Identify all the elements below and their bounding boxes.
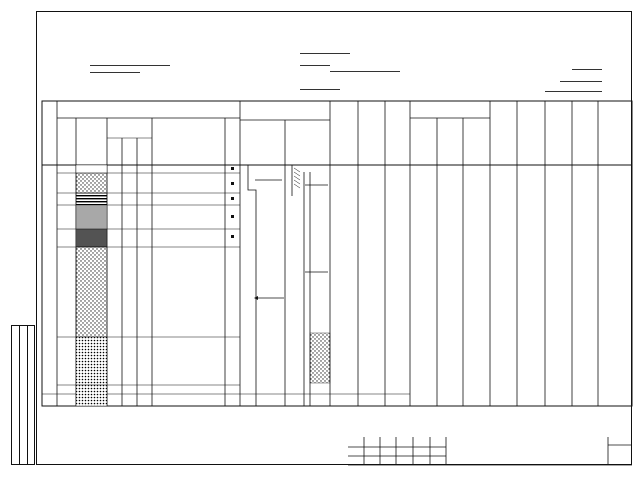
- sheet-frame: [36, 11, 632, 465]
- binding-sidebar: [11, 325, 35, 465]
